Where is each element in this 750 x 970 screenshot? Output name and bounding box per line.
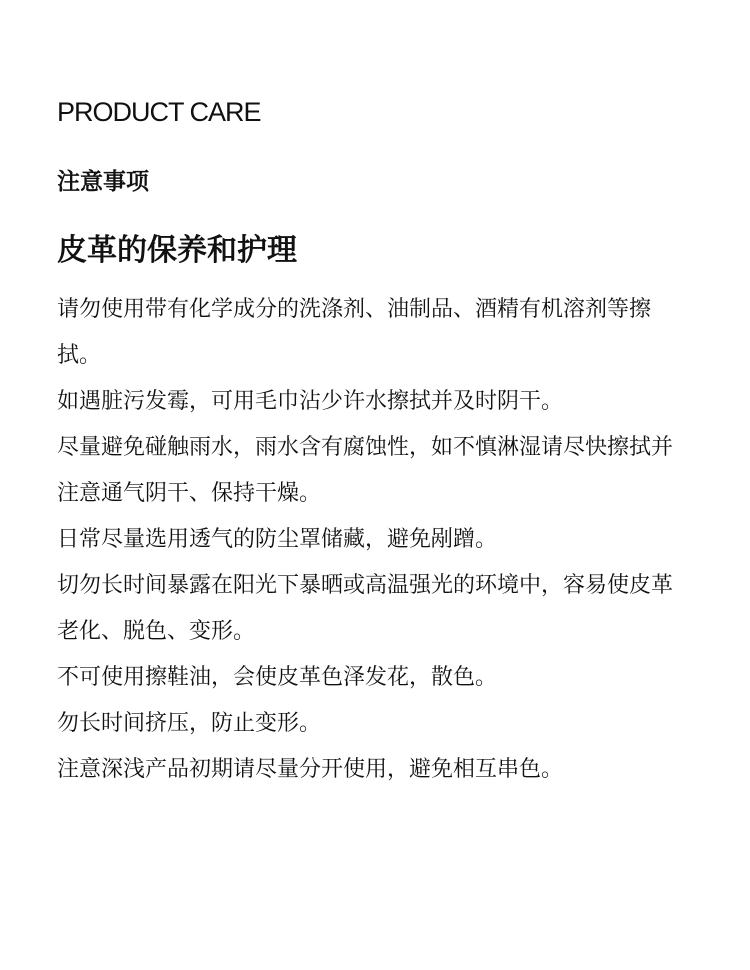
care-item: 尽量避免碰触雨水，雨水含有腐蚀性，如不慎淋湿请尽快擦拭并注意通气阴干、保持干燥。 [57,435,674,506]
care-item: 日常尽量选用透气的防尘罩储藏，避免剐蹭。 [57,527,498,552]
notice-heading: 注意事项 [57,169,149,195]
care-instructions-list [57,287,687,793]
care-item: 勿长时间挤压，防止变形。 [57,711,322,736]
care-item: 切勿长时间暴露在阳光下暴晒或高温强光的环境中，容易使皮革老化、脱色、变形。 [57,573,674,644]
care-item: 如遇脏污发霉，可用毛巾沾少许水擦拭并及时阴干。 [57,389,564,414]
english-title: PRODUCT CARE [57,97,261,127]
care-item: 不可使用擦鞋油，会使皮革色泽发花，散色。 [57,665,498,690]
section-title: 皮革的保养和护理 [57,233,297,268]
care-item: 注意深浅产品初期请尽量分开使用，避免相互串色。 [57,757,564,782]
care-item: 请勿使用带有化学成分的洗涤剂、油制品、酒精有机溶剂等擦拭。 [57,297,652,368]
